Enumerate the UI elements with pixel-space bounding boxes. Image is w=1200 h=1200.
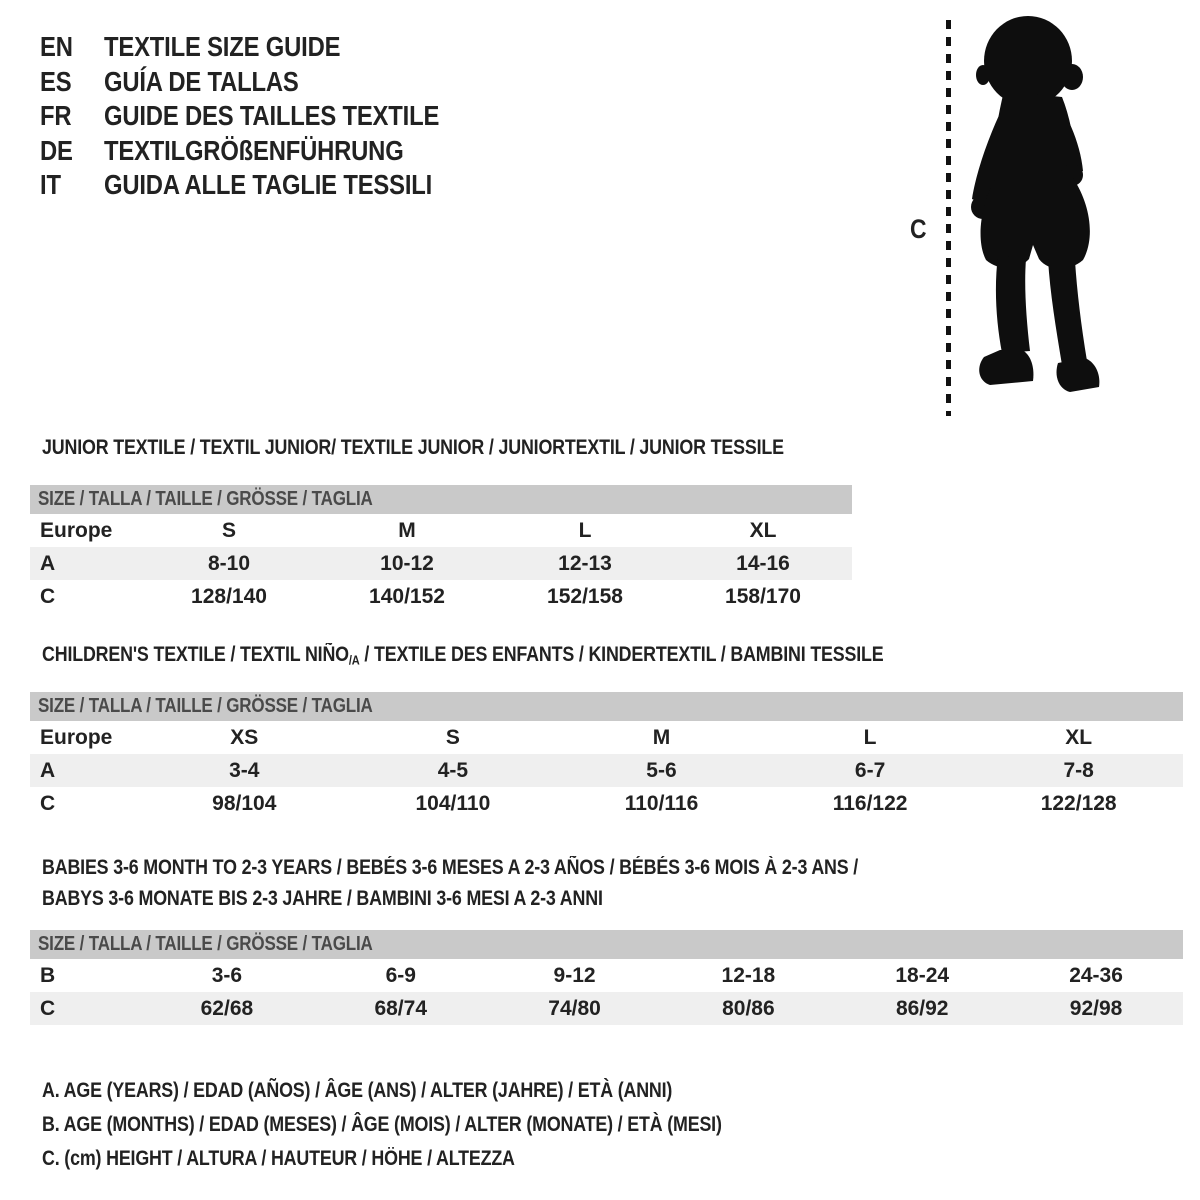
table-cell: 92/98 [1069,996,1123,1020]
table-cell: 62/68 [200,996,254,1020]
children-row-height [30,787,1183,820]
language-row-fr [40,99,498,134]
children-row-age [30,754,1183,787]
table-cell: 98/104 [212,791,277,815]
height-measure-label: C [910,214,927,244]
junior-section-title [42,436,915,460]
babies-row-height [30,992,1183,1025]
legend-b-text: B. AGE (MONTHS) / EDAD (MESES) / ÂGE (MOIS) / ALTER (MONATE) / ETÀ (MESI) [42,1113,722,1136]
table-cell: 3-4 [229,758,260,782]
children-row-europe [30,721,1183,754]
table-cell: 122/128 [1040,791,1117,815]
row-label: A [40,551,56,575]
table-cell: 86/92 [895,996,949,1020]
table-cell: 12-13 [558,551,612,575]
table-cell: 128/140 [191,584,267,608]
table-cell: 158/170 [725,584,801,608]
babies-table-size-header [30,930,1183,959]
table-cell: M [652,725,671,749]
babies-size-table [30,930,1183,1025]
babies-title-line2-text: BABYS 3-6 MONATE BIS 2-3 JAHRE / BAMBINI 3-6 MESI A 2-3 ANNI [42,887,603,910]
language-code: IT [40,169,61,201]
table-cell: S [221,518,236,542]
junior-row-height [30,580,852,613]
table-cell: 9-12 [553,963,596,987]
table-cell: 10-12 [380,551,434,575]
table-cell: M [398,518,416,542]
legend-line-c [42,1142,842,1176]
table-cell: 14-16 [736,551,790,575]
language-row-de [40,134,498,169]
babies-title-line1-text: BABIES 3-6 MONTH TO 2-3 YEARS / BEBÉS 3-6 MESES A 2-3 AÑOS / BÉBÉS 3-6 MOIS À 2-3 ANS / [42,856,859,879]
table-cell: 6-9 [385,963,416,987]
table-cell: 18-24 [895,963,950,987]
table-cell: L [863,725,877,749]
language-code: EN [40,31,73,63]
row-label: Europe [40,725,113,749]
row-label: B [40,963,56,987]
size-header-label: SIZE / TALLA / TAILLE / GRÖSSE / TAGLIA [38,695,373,717]
children-title-pre: CHILDREN'S TEXTILE / TEXTIL NIÑO [42,643,349,666]
table-cell: 104/110 [415,791,491,815]
table-cell: 12-18 [721,963,776,987]
table-cell: 80/86 [722,996,775,1020]
babies-section-title-line2 [42,887,702,911]
table-cell: 110/116 [624,791,699,815]
table-cell: 7-8 [1063,758,1094,782]
language-row-es [40,65,498,100]
table-cell: XS [230,725,259,749]
junior-table-size-header [30,485,852,514]
row-label: C [40,584,56,608]
row-label: A [40,758,56,782]
junior-row-age [30,547,852,580]
table-cell: 24-36 [1069,963,1123,987]
row-label: C [40,996,56,1020]
legend-a-text: A. AGE (YEARS) / EDAD (AÑOS) / ÂGE (ANS) / ALTER (JAHRE) / ETÀ (ANNI) [42,1079,673,1102]
guide-title-en: TEXTILE SIZE GUIDE [104,31,341,63]
row-label: C [40,791,56,815]
language-code: ES [40,65,72,97]
junior-row-europe [30,514,852,547]
legend-line-a [42,1074,842,1108]
guide-title-de: TEXTILGRÖßENFÜHRUNG [104,134,404,166]
table-cell: 116/122 [832,791,908,815]
table-cell: 74/80 [548,996,601,1020]
table-cell: 68/74 [374,996,428,1020]
language-row-it [40,168,498,203]
legend-c-text: C. (cm) HEIGHT / ALTURA / HAUTEUR / HÖHE / ALTEZZA [42,1147,515,1170]
junior-size-table [30,485,852,613]
table-cell: 6-7 [854,758,886,782]
table-cell: 3-6 [211,963,243,987]
table-cell: L [578,518,592,542]
babies-row-months [30,959,1183,992]
legend-line-b [42,1108,842,1142]
table-cell: 4-5 [437,758,469,782]
children-table-size-header [30,692,1183,721]
guide-title-it: GUIDA ALLE TAGLIE TESSILI [104,169,433,201]
table-cell: 140/152 [369,584,445,608]
height-measure-dashed-line [946,20,951,416]
children-section-title-text [42,643,884,672]
table-cell: XL [749,518,777,542]
guide-title-es: GUÍA DE TALLAS [104,65,299,97]
size-header-label: SIZE / TALLA / TAILLE / GRÖSSE / TAGLIA [38,933,373,955]
table-cell: XL [1065,725,1093,749]
language-title-list [40,30,498,203]
size-header-label: SIZE / TALLA / TAILLE / GRÖSSE / TAGLIA [38,488,373,510]
table-cell: 5-6 [646,758,677,782]
toddler-silhouette-icon [966,13,1138,413]
guide-title-fr: GUIDE DES TAILLES TEXTILE [104,100,440,132]
table-cell: S [445,725,460,749]
table-cell: 8-10 [207,551,251,575]
table-cell: 152/158 [547,584,623,608]
junior-section-title-text: JUNIOR TEXTILE / TEXTIL JUNIOR/ TEXTILE JUNIOR / JUNIORTEXTIL / JUNIOR TESSILE [42,436,784,459]
children-size-table [30,692,1183,820]
children-title-post: / TEXTILE DES ENFANTS / KINDERTEXTIL / BAMBINI TESSILE [359,643,884,666]
children-title-sub: /A [348,652,360,668]
babies-section-title-line1 [42,856,1002,880]
children-section-title [42,643,1032,672]
row-label: Europe [40,518,113,542]
language-row-en [40,30,498,65]
measurement-legend [42,1074,842,1176]
language-code: DE [40,134,73,166]
language-code: FR [40,100,72,132]
